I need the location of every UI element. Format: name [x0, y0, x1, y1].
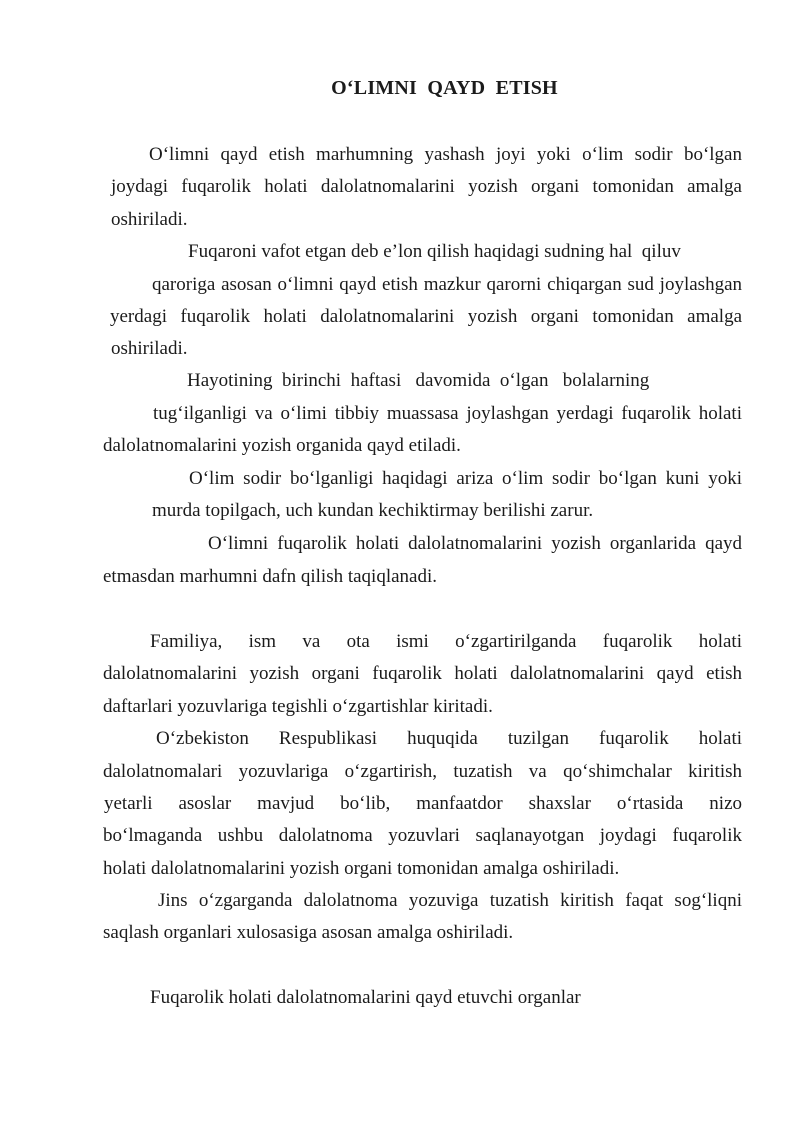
text-line: joydagi fuqarolik holati dalolatnomalarini yozish organi tomonidan amalga [111, 176, 742, 197]
text-line: etmasdan marhumni dafn qilish taqiqlanadi. [103, 566, 438, 587]
text-line: boʻlmaganda ushbu dalolatnoma yozuvlari saqlanayotgan joydagi fuqarolik [103, 825, 742, 846]
text-line: oshiriladi. [111, 209, 188, 230]
text-line: yerdagi fuqarolik holati dalolatnomalarini yozish organi tomonidan amalga [110, 306, 742, 327]
text-line: tugʻilganligi va oʻlimi tibbiy muassasa joylashgan yerdagi fuqarolik holati [153, 403, 742, 424]
text-line: dalolatnomalari yozuvlariga oʻzgartirish, tuzatish va qoʻshimchalar kiritish [103, 761, 742, 782]
text-line: murda topilgach, uch kundan kechiktirmay berilishi zarur. [152, 500, 594, 521]
text-line: dalolatnomalarini yozish organi fuqarolik holati dalolatnomalarini qayd etish [103, 663, 742, 684]
text-line: oshiriladi. [111, 338, 188, 359]
text-line: Oʻlimni fuqarolik holati dalolatnomalarini yozish organlarida qayd [208, 533, 742, 554]
text-line: daftarlari yozuvlariga tegishli oʻzgartishlar kiritadi. [103, 696, 493, 717]
text-line: Oʻlimni qayd etish marhumning yashash joyi yoki oʻlim sodir boʻlgan [149, 144, 742, 165]
text-line: Oʻzbekiston Respublikasi huquqida tuzilgan fuqarolik holati [156, 728, 742, 749]
text-line: Oʻlim sodir boʻlganligi haqidagi ariza oʻlim sodir boʻlgan kuni yoki [189, 468, 742, 489]
text-line: Fuqaroni vafot etgan deb e’lon qilish haqidagi sudning hal qiluv [188, 241, 681, 262]
text-line: holati dalolatnomalarini yozish organi tomonidan amalga oshiriladi. [103, 858, 620, 879]
document-title: OʻLIMNI QAYD ETISH [331, 77, 558, 99]
text-line: saqlash organlari xulosasiga asosan amalga oshiriladi. [103, 922, 514, 943]
text-line: Hayotining birinchi haftasi davomida oʻlgan bolalarning [187, 370, 650, 391]
text-line: Fuqarolik holati dalolatnomalarini qayd etuvchi organlar [150, 987, 581, 1008]
text-line: Familiya, ism va ota ismi oʻzgartirilganda fuqarolik holati [150, 631, 742, 652]
text-line: qaroriga asosan oʻlimni qayd etish mazkur qarorni chiqargan sud joylashgan [152, 274, 742, 295]
text-line: Jins oʻzgarganda dalolatnoma yozuviga tuzatish kiritish faqat sogʻliqni [158, 890, 742, 911]
text-line: yetarli asoslar mavjud boʻlib, manfaatdor shaxslar oʻrtasida nizo [104, 793, 742, 814]
text-line: dalolatnomalarini yozish organida qayd etiladi. [103, 435, 461, 456]
